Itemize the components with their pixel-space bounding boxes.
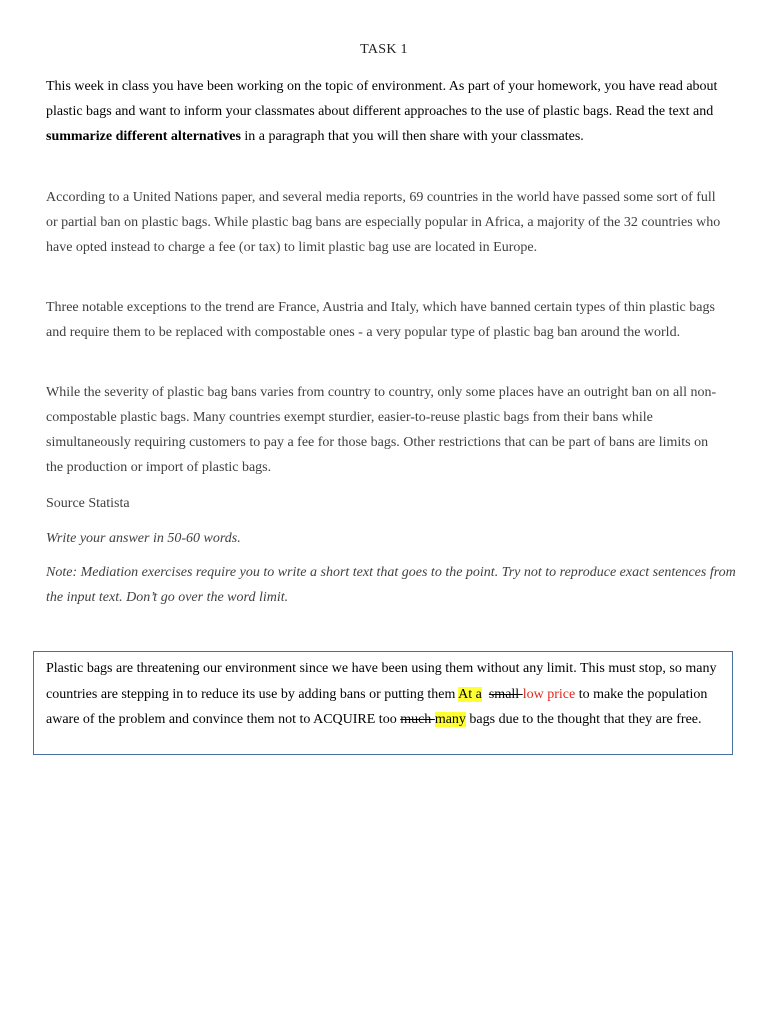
struck-word-1: small xyxy=(488,686,523,702)
source-paragraph-3: While the severity of plastic bag bans varies from country to country, only some places have an outright ban on all non-compostable plastic bags. Many countries exempt sturdier, easier-to-reuse plastic bags from their bans while simultaneously requiring customers to pay a fee for those bags. Other restrictions that can be part of bans are limits on the production or import of plastic bags. xyxy=(46,385,717,475)
answer-box xyxy=(33,651,733,755)
answer-text-3: bags due to the thought that they are free. xyxy=(465,712,702,727)
answer-text-2: to make the population aware of the problem and convince them not to ACQUIRE too xyxy=(46,686,708,727)
student-answer xyxy=(46,656,718,733)
struck-word-2: much xyxy=(400,712,435,727)
intro-bold-phrase: summarize different alternatives xyxy=(46,129,241,144)
red-correction: low price xyxy=(522,686,576,702)
highlight-correction-2: many xyxy=(434,712,466,727)
word-count-instruction: Write your answer in 50-60 words. xyxy=(46,531,241,546)
answer-text-1: Plastic bags are threatening our environment since we have been using them without any limit. This must stop, so many countries are stepping in to reduce its use by adding bans or putting them xyxy=(46,661,717,702)
task-instructions xyxy=(46,74,726,149)
highlight-correction-1: At a xyxy=(458,686,482,702)
intro-text-1: This week in class you have been working on the topic of environment. As part of your homework, you have read about plastic bags and want to inform your classmates about different approaches to the use of plastic bags. Read the text and xyxy=(46,79,718,119)
page-title: TASK 1 xyxy=(360,42,408,57)
intro-text-2: in a paragraph that you will then share with your classmates. xyxy=(240,129,584,144)
mediation-note: Note: Mediation exercises require you to write a short text that goes to the point. Try not to reproduce exact sentences from the input text. Don’t go over the word limit. xyxy=(46,565,736,605)
answer-gap xyxy=(482,687,489,702)
source-attribution: Source Statista xyxy=(46,496,130,511)
source-paragraph-1: According to a United Nations paper, and several media reports, 69 countries in the world have passed some sort of full or partial ban on plastic bags. While plastic bag bans are especially popular in Africa, a majority of the 32 countries who have opted instead to charge a fee (or tax) to limit plastic bag use are located in Europe. xyxy=(46,190,721,255)
source-paragraph-2: Three notable exceptions to the trend are France, Austria and Italy, which have banned certain types of thin plastic bags and require them to be replaced with compostable ones - a very popular type of plastic bag ban around the world. xyxy=(46,300,715,340)
